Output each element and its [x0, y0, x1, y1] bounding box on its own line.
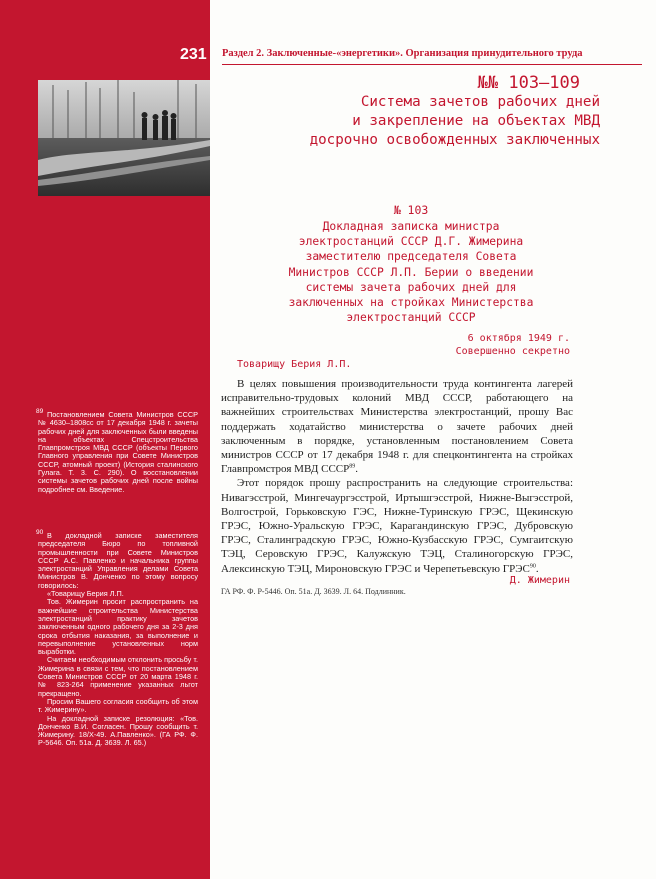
footnote-intro: В докладной записке заместителя председателя Бюро по топливной промышленности при Совете Министров СССР А.С. Павленко и начальника группы электростанций Управления делами Совета Министров В. Донченко по этому вопросу говорилось: — [38, 531, 198, 590]
footnote-number: 90 — [36, 529, 44, 536]
document-title-line: заключенных на стройках Министерства — [288, 296, 534, 310]
block-title-line: Система зачетов рабочих дней — [360, 94, 600, 110]
block-title-line: досрочно освобожденных заключенных — [309, 132, 600, 148]
document-date: 6 октября 1949 г. — [467, 333, 570, 344]
document-title-line: электростанций СССР — [346, 311, 476, 325]
footnote-ref[interactable]: 89 — [349, 463, 356, 470]
footnote-ref[interactable]: 90 — [529, 562, 536, 569]
document-title — [216, 219, 606, 325]
footnote-89 — [36, 408, 198, 494]
footnote-90 — [36, 529, 198, 748]
document-title-line: системы зачета рабочих дней для — [305, 280, 517, 294]
documents-range: №№ 103–109 — [477, 73, 580, 93]
archival-photo — [38, 80, 210, 196]
footnote-quote: Тов. Жимерин просит распространить на важнейшие строительства Министерства электростанций практику зачетов заключенным одного рабочего дня за 2-3 дня срока отбытия наказания, за выполнение и перевыполнение установленных норм выработки. — [38, 597, 198, 657]
page-number: 231 — [180, 46, 207, 63]
footnote-quote: «Товарищу Берия Л.П. — [47, 589, 124, 599]
addressee: Товарищу Берия Л.П. — [237, 359, 352, 370]
document-title-line: заместителю председателя Совета — [305, 250, 517, 264]
document-title-line: электростанций СССР Д.Г. Жимерина — [298, 235, 524, 249]
section-title: Раздел 2. Заключенные-«энергетики». Организация принудительного труда — [222, 48, 583, 59]
document-body — [221, 377, 573, 576]
archive-source: ГА РФ. Ф. Р-5446. Оп. 51а. Д. 3639. Л. 64. Подлинник. — [221, 587, 406, 596]
footnote-number: 89 — [36, 408, 44, 415]
classification-stamp: Совершенно секретно — [455, 346, 570, 357]
footnote-quote: Считаем необходимым отклонить просьбу т. Жимерина в связи с тем, что постановлением Совета Министров СССР от 20 марта 1948 г. № 823-264 применение указанных льгот прекращено. — [38, 655, 198, 698]
footnote-resolution: На докладной записке резолюция: «Тов. Донченко В.И. Согласен. Прошу сообщить т. Жимерину. 18/X-49. А.Павленко». (ГА РФ. Ф. Р-5646. Оп. 51а. Д. 3639. Л. 65.) — [38, 713, 198, 748]
document-title-line: Докладная записка министра — [322, 220, 500, 233]
block-title-line: и закрепление на объектах МВД — [352, 113, 600, 129]
document-number: № 103 — [393, 203, 429, 217]
body-paragraph: В целях повышения производительности труда контингента лагерей исправительно-трудовых колоний МВД СССР, работающего на важнейших строительствах Министерства электростанций, прошу Вас поддержать ходатайство министерства о зачете рабочих дней заключенным в порядке, установленным постановлением Совета министров СССР от 17 декабря 1948 г. для спецконтингента на стройках Главпромстроя МВД СССР$^{89}$. — [221, 378, 573, 476]
footnote-quote: Просим Вашего согласия сообщить об этом т. Жимерину». — [38, 696, 198, 715]
footnote-text: Постановлением Совета Министров СССР № 4630–1808сс от 17 декабря 1948 г. зачеты рабочих дней для заключенных были введены на объектах Спецстроительства Главпромстроя МВД СССР (объекты Первого Главного управления при Совете Министров СССР, атомный проект) (История сталинского Гулага. Т. 3. С. 290). О восстановлении системы зачетов рабочих дней после войны подробнее см. Введение. — [38, 410, 198, 494]
block-title — [210, 93, 600, 150]
header-divider — [222, 64, 642, 65]
signature: Д. Жимерин — [509, 575, 570, 586]
body-paragraph: Этот порядок прошу распространить на следующие строительства: Нивагэсстрой, Мингечаургэсстрой, Иртышгэсстрой, Нижне-Выгэсстрой, Волгострой, Горьковскую ГЭС, Нижне-Туринскую ГРЭС, Щекинскую ГРЭС, Южно-Уральскую ГРЭС, Карагандинскую ГРЭС, Дубровскую ГРЭС, Сталинградскую ГРЭС, Южно-Кузбасскую ГРЭС, Сумгаитскую ТЭЦ, Серовскую ГРЭС, Калужскую ТЭЦ, Сталиногорскую ГРЭС, Алексинскую ТЭЦ, Мироновскую ГРЭС и Черепетьевскую ГРЭС$^{90}$. — [221, 477, 573, 575]
document-title-line: Министров СССР Л.П. Берии о введении — [288, 265, 534, 279]
